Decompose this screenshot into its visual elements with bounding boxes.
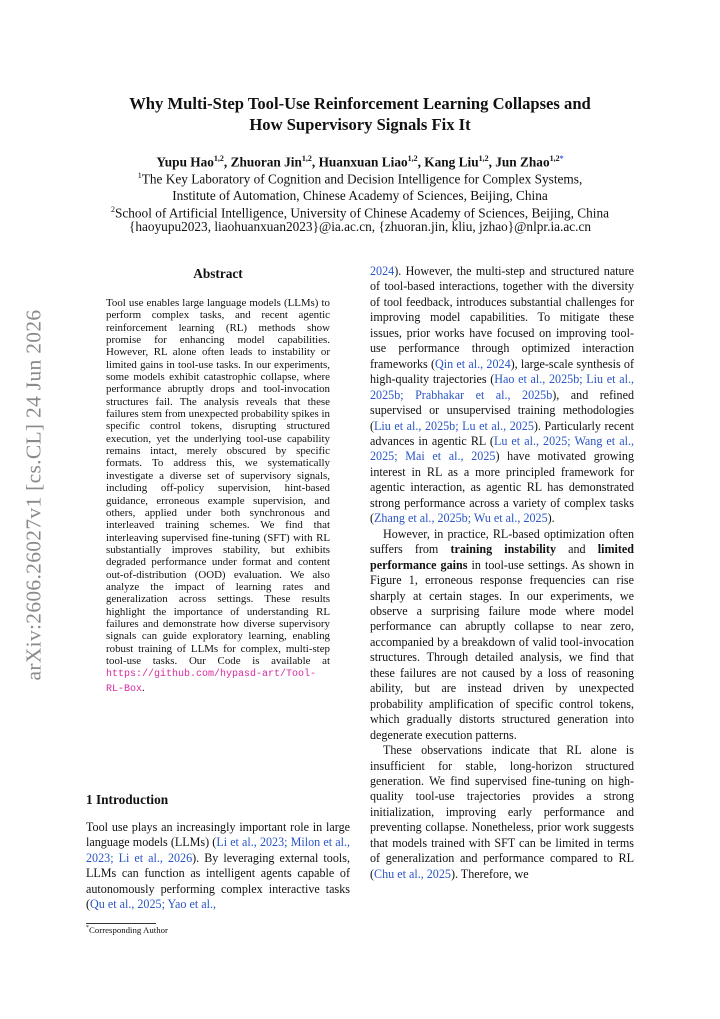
paragraph-text: These observations indicate that RL alone is insufficient for stable, long-horizon structured generation. We find supervised fine-tuning on high-quality tool-use trajectories provides a strong initialization, improving early performance and preventing collapse. Nonetheless, prior work suggests that models trained with SFT can be limited in terms of generalization and performance compared to RL ( [370, 743, 634, 881]
paragraph-text: ), large-scale synthesis of high-quality trajectories ( [370, 356, 634, 387]
paragraph-text: ). Particularly recent advances in agentic RL ( [370, 418, 634, 448]
intro-text: ). By leveraging external tools, LLMs can function as intelligent agents capable of autonomously performing complex interactive tasks ( [86, 850, 350, 912]
paragraph-text: and [556, 542, 598, 557]
emphasis: training instability [450, 542, 556, 557]
abstract-text: Tool use enables large language models (LLMs) to perform complex tasks, and recent agentic reinforcement learning (RL) methods show promise for enhancing model capabilities. However, RL alone often leads to instability or limited gains in tool-use tasks. In our experiments, some models exhibit catastrophic collapse, where performance abruptly drops and tool-invocation structures fail. The analysis reveals that these failures stem from unexpected probability spikes in specific control tokens, disrupting structured execution, yet the underlying tool-use capability remains intact, merely obscured by specific formats. To address this, we systematically investigate a diverse set of supervisory signals, including off-policy supervision, hint-based guidance, erroneous example supervision, and others, applied under both synchronous and interleaved training schemes. We find that interleaving supervised fine-tuning (SFT) with RL substantially improves stability, but exhibits degraded performance under format and content out-of-distribution (OOD) evaluation. We also analyze the impact of learning rates and generalization across settings. These results highlight the importance of understanding RL failures and demonstrate how diverse supervisory signals can guide exploratory learning, enabling robust training of LLMs for complex, multi-step tool-use tasks. Our Code is available at [106, 297, 330, 667]
abstract-heading: Abstract [193, 266, 243, 281]
paragraph [370, 264, 634, 527]
author-list: Yupu Hao$^{1,2}$, Zhuoran Jin$^{1,2}$, Huanxuan Liao$^{1,2}$, Kang Liu$^{1,2}$, Jun Zhao$^{1,2*}$ [156, 154, 564, 170]
paragraph-text: ). However, the multi-step and structured nature of tool-based interactions, together with the diversity of tool feedback, introduces substantial challenges for improving model capabilities. To mitigate these issues, prior works have focused on improving tool-use performance through optimized interaction frameworks ( [370, 264, 634, 371]
author-emails: {haoyupu2023, liaohuanxuan2023}@ia.ac.cn, {zhuoran.jin, kliu, jzhao}@nlpr.ia.ac.cn [128, 219, 592, 234]
citation-link[interactable]: Lu et al., 2025; Wang et al., 2025; Mai et al., 2025 [370, 433, 634, 464]
affiliation-1-line-2: Institute of Automation, Chinese Academy of Sciences, Beijing, China [172, 188, 548, 204]
introduction-paragraph [86, 820, 350, 912]
section-heading-introduction: 1 Introduction [86, 792, 169, 807]
code-link[interactable]: https://github.com/hypasd-art/Tool-RL-Box [106, 669, 317, 695]
author-affiliation-marker: 1,2 [478, 154, 489, 163]
author-name: Zhuoran Jin [230, 154, 302, 170]
paragraph-text: ) have motivated growing interest in RL as a more principled framework for agentic interaction, as agentic RL has demonstrated strong performance across a variety of complex tasks ( [370, 449, 634, 526]
footnote-text: Corresponding Author [89, 925, 168, 935]
affiliation-1-marker: 1 [137, 171, 142, 180]
citation-link[interactable]: Chu et al., 2025 [374, 866, 451, 881]
paragraph-text: ), and refined supervised or unsupervised training methodologies ( [370, 387, 634, 433]
citation-link[interactable]: 2024 [370, 264, 395, 278]
author-affiliation-marker: 1,2 [213, 154, 224, 163]
footnote [86, 925, 168, 935]
emphasis: limited performance gains [370, 542, 634, 572]
citation-link[interactable]: Hao et al., 2025b; Liu et al., 2025b; Prabhakar et al., 2025b [370, 372, 634, 402]
author-affiliation-marker: 1,2 [549, 154, 560, 163]
citation-link[interactable]: Liu et al., 2025b; Lu et al., 2025 [374, 418, 534, 433]
citation-link[interactable]: Zhang et al., 2025b; Wu et al., 2025 [374, 511, 548, 526]
author-affiliation-marker: 1,2 [301, 154, 312, 163]
intro-text: Tool use plays an increasingly important role in large language models (LLMs) ( [86, 820, 350, 850]
author-name: Huanxuan Liao [318, 154, 408, 170]
arxiv-identifier-text: arXiv:2606.26027v1 [cs.CL] 24 Jun 2026 [21, 309, 46, 681]
affiliation-2-marker: 2 [110, 205, 115, 214]
right-column [370, 264, 634, 882]
citation-link[interactable]: Qu et al., 2025; Yao et al., [90, 897, 216, 912]
abstract-end: . [142, 681, 145, 694]
footnote-rule [86, 923, 156, 924]
affiliation-1-line-1: The Key Laboratory of Cognition and Decision Intelligence for Complex Systems, [141, 171, 583, 187]
author-name: Jun Zhao [495, 154, 550, 170]
paragraph-text: ). [547, 511, 555, 526]
affiliation-1 [60, 167, 660, 204]
arxiv-identifier [14, 300, 54, 690]
citation-link[interactable]: Li et al., 2023; Milon et al., 2023; Li et al., 2026 [86, 835, 350, 865]
footnote-marker: * [86, 925, 89, 932]
paper-title-line-2: How Supervisory Signals Fix It [249, 115, 471, 134]
paragraph-text: However, in practice, RL-based optimization often suffers from [370, 526, 634, 557]
paragraph-text: ). Therefore, we [450, 866, 529, 881]
author-name: Kang Liu [424, 154, 479, 170]
paragraph [370, 527, 634, 743]
paragraph-text: in tool-use settings. As shown in Figure 1, erroneous response frequencies can rise sharply at certain stages. In our experiments, we observe a surprising failure mode where model performance can abruptly collapse to near zero, accompanied by a breakdown of valid tool-invocation structures. Through detailed analysis, we find that these failures are not caused by a loss of reasoning ability, but are instead driven by unexpected probability amplification of specific control tokens, which gradually distorts structured generation into degenerate execution patterns. [370, 557, 634, 742]
citation-link[interactable]: Qin et al., 2024 [435, 356, 511, 371]
author-affiliation-marker: 1,2 [407, 154, 418, 163]
paper-title [90, 93, 630, 135]
author-name: Yupu Hao [156, 154, 214, 170]
abstract-body [106, 297, 330, 696]
affiliation-2-text: School of Artificial Intelligence, University of Chinese Academy of Sciences, Beijing, China [114, 205, 610, 221]
paper-title-line-1: Why Multi-Step Tool-Use Reinforcement Learning Collapses and [129, 94, 591, 113]
corresponding-author-marker[interactable]: * [559, 154, 564, 163]
paragraph [370, 743, 634, 882]
